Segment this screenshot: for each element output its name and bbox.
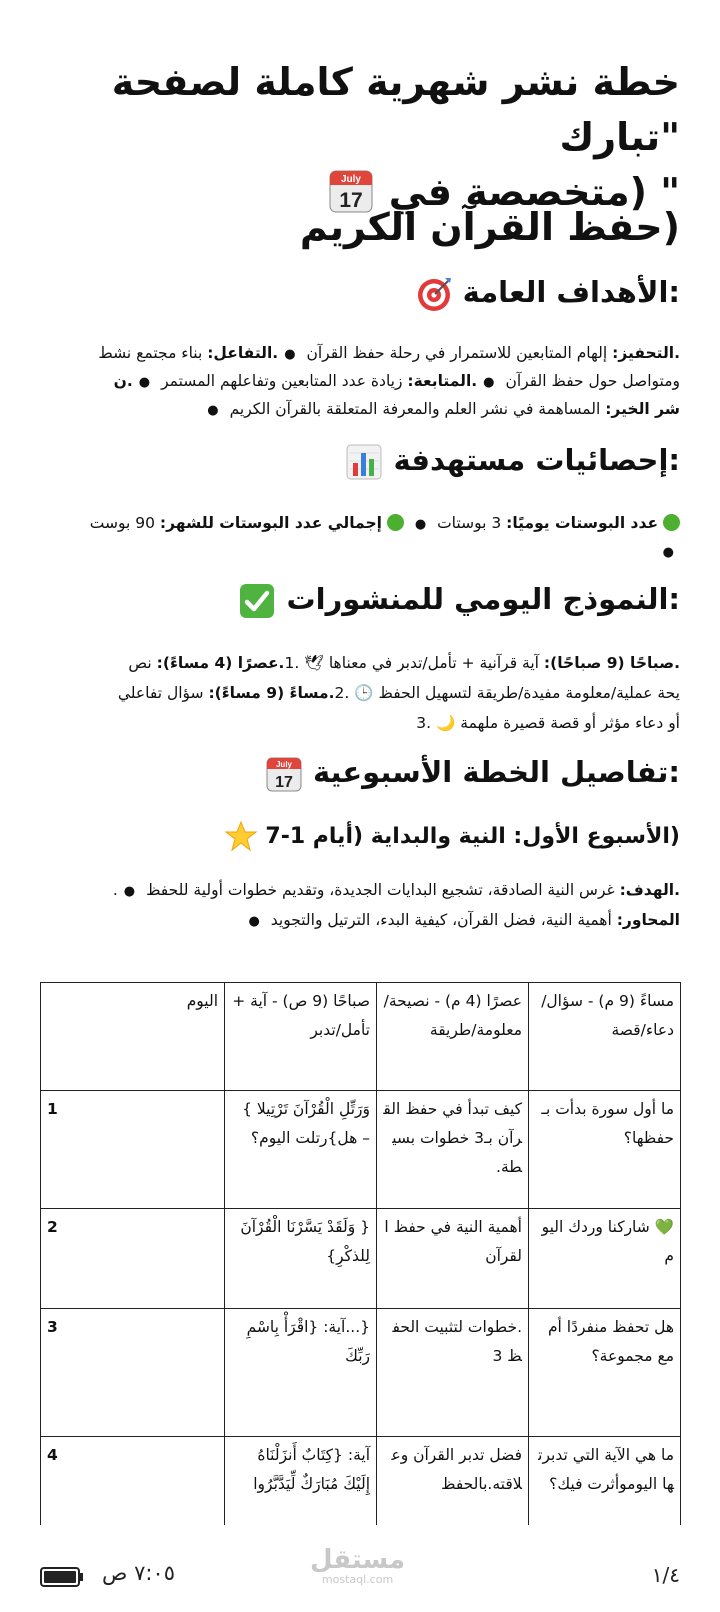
cell-evening: 💚 شاركنا وردك اليوم: [529, 1209, 681, 1309]
cell-evening: ما أول سورة بدأت بـ حفظها؟: [529, 1091, 681, 1209]
cell-evening: ما هي الآية التي تدبرتها اليوموأثرت فيك؟: [529, 1437, 681, 1526]
cell-day: 2: [41, 1209, 225, 1309]
green-circle-icon: [387, 514, 404, 531]
header-day: اليوم: [41, 983, 225, 1091]
cell-afternoon: أهمية النية في حفظ القرآن: [377, 1209, 529, 1309]
weekly-plan-table: [40, 982, 681, 1525]
title-line-2: " (متخصصة في: [388, 170, 680, 215]
table-row: [41, 1309, 681, 1437]
stats-text: عدد البوستات يوميًا: 3 بوستات ● إجمالي عدد البوستات للشهر: 90 بوست ●: [38, 510, 680, 566]
week1-text: .الهدف: غرس النية الصادقة، تشجيع البدايات الجديدة، وتقديم خطوات أولية للحفظ ●. المحاور: أهمية النية، فضل القرآن، كيفية البدء، الترتيل والتجويد ●: [112, 881, 680, 929]
green-circle-icon: [663, 514, 680, 531]
table-row: [41, 1437, 681, 1526]
cell-day: 1: [41, 1091, 225, 1209]
goals-text: .التحفيز: إلهام المتابعين للاستمرار في رحلة حفظ القرآن ●.التفاعل: بناء مجتمع نشط ومتواصل حول حفظ القرآن ●.المتابعة: زيادة عدد المتابعين وتفاعلهم المستمر ●.ن شر الخير: المساهمة في نشر العلم والمعرفة المتعلقة بالقرآن الكريم ●: [98, 344, 680, 418]
cell-morning: وَرَتِّلِ الْقُرْآنَ تَرْتِيلا } – هل}رتلت اليوم؟: [225, 1091, 377, 1209]
battery-icon: [40, 1566, 84, 1588]
header-morning: صباحًا (9 ص) - آية +تأمل/تدبر: [225, 983, 377, 1091]
cell-morning: { وَلَقَدْ يَسَّرْنَا الْقُرْآنَ لِلذكْرِ}: [225, 1209, 377, 1309]
stats-heading: :إحصائيات مستهدفة: [0, 443, 720, 481]
svg-text:17: 17: [339, 188, 364, 212]
goals-heading: :الأهداف العامة: [0, 275, 720, 313]
title-line-3: (حفظ القرآن الكريم: [299, 205, 680, 249]
cell-day: 3: [41, 1309, 225, 1437]
cell-afternoon: كيف تبدأ في حفظ القرآن بـ3 خطوات بسيطة.: [377, 1091, 529, 1209]
clock-time: ٧:٠٥ ص: [102, 1561, 175, 1585]
crescent-moon-icon: 🌙: [436, 714, 456, 732]
glowing-star-icon: [224, 820, 258, 854]
svg-text:17: 17: [274, 774, 293, 791]
page-indicator: ١/٤: [651, 1563, 680, 1587]
header-afternoon: عصرًا (4 م) - نصيحة/معلومة/طريقة: [377, 983, 529, 1091]
daily-model-heading: :النموذج اليومي للمنشورات: [0, 582, 720, 620]
title-line-1: خطة نشر شهرية كاملة لصفحة "تبارك: [111, 60, 680, 160]
clock-icon: 🕒: [354, 684, 374, 702]
viewer-footer: [0, 1525, 720, 1612]
table-row: [41, 1209, 681, 1309]
header-evening: مساءً (9 م) - سؤال/دعاء/قصة: [529, 983, 681, 1091]
daily-model-text: .صباحًا (9 صباحًا): آية قرآنية + تأمل/تدبر في معناها 🕊 .1.عصرًا (4 مساءً): نص يحة عملية/معلومة مفيدة/طريقة لتسهيل الحفظ 🕒 .2.مساءً (9 مساءً): سؤال تفاعلي أو دعاء مؤثر أو قصة قصيرة ملهمة 🌙 .3: [117, 654, 680, 732]
cell-morning: آية: {كِتَابٌ أَنزَلْنَاهُ إِلَيْكَ مُبَارَكٌ لِّيَدَّبَّرُوا: [225, 1437, 377, 1526]
page-title: [0, 55, 720, 220]
dove-icon: 🕊: [304, 654, 324, 672]
table-header-row: [41, 983, 681, 1091]
cell-evening: هل تحفظ منفردًا أم مع مجموعة؟: [529, 1309, 681, 1437]
svg-text:July: July: [275, 760, 292, 769]
target-icon: [415, 275, 453, 313]
cell-afternoon: .خطوات لتثبيت الحفظ 3: [377, 1309, 529, 1437]
table-row: [41, 1091, 681, 1209]
bar-chart-icon: [345, 443, 383, 481]
weekly-heading: :تفاصيل الخطة الأسبوعية July 17: [0, 755, 720, 793]
cell-day: 4: [41, 1437, 225, 1526]
week1-heading: (الأسبوع الأول: النية والبداية (أيام 1-7: [0, 820, 720, 854]
calendar-icon: [265, 755, 303, 793]
cell-afternoon: فضل تدبر القرآن وعلاقته.بالحفظ: [377, 1437, 529, 1526]
watermark: مستقل mostaql.com: [310, 1545, 406, 1586]
check-mark-icon: [238, 582, 276, 620]
cell-morning: {...آية: {اقْرَأْ بِاسْمِ رَبِّكَ: [225, 1309, 377, 1437]
svg-text:July: July: [341, 173, 362, 185]
